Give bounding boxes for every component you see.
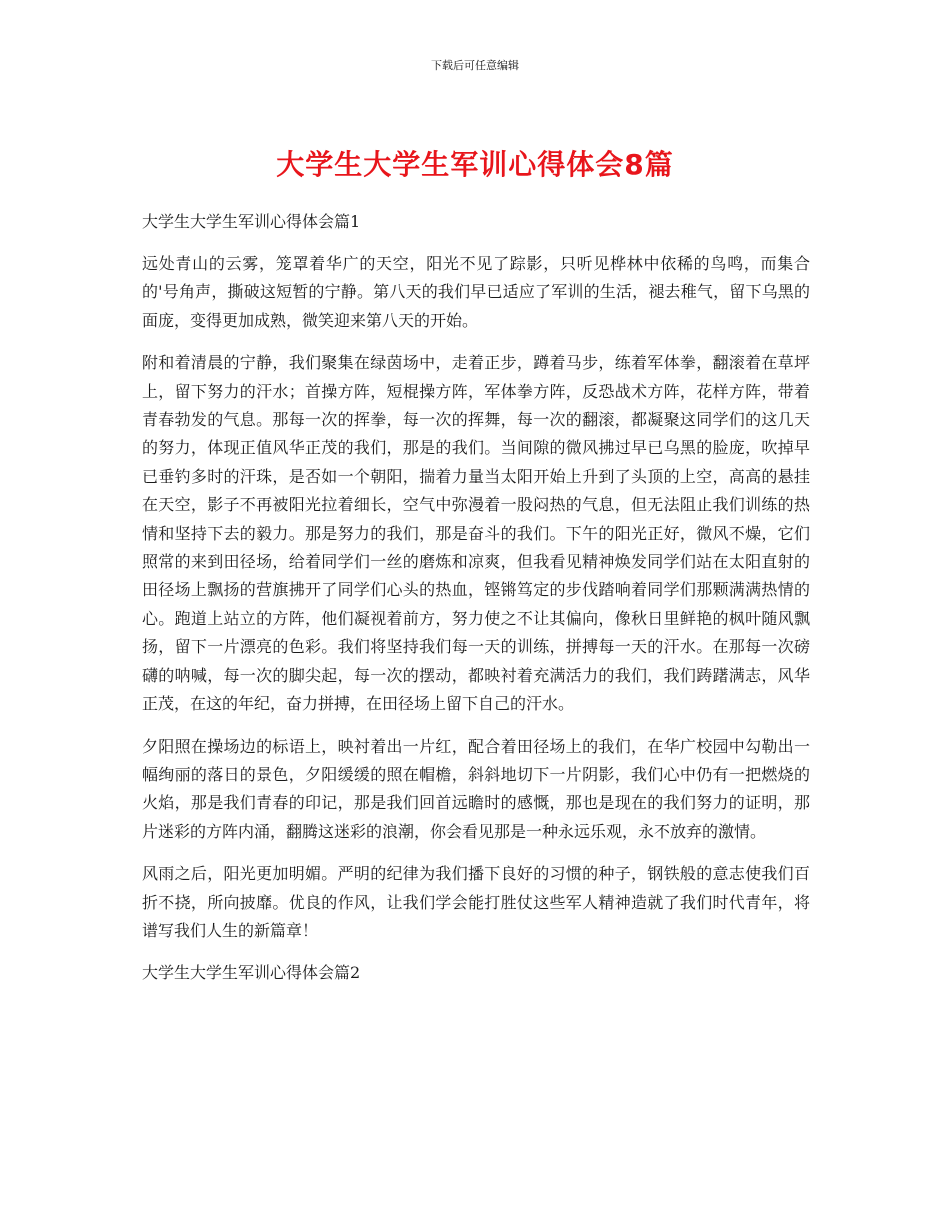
paragraph-4: 风雨之后，阳光更加明媚。严明的纪律为我们播下良好的习惯的种子，钢铁般的意志使我们百折不挠，所向披靡。优良的作风，让我们学会能打胜仗这些军人精神造就了我们时代青年，将谱写我们人生的新篇章！ (142, 864, 810, 940)
section-heading-2: 大学生大学生军训心得体会篇2 (142, 963, 361, 983)
section-heading-1: 大学生大学生军训心得体会篇1 (142, 212, 361, 231)
header-note: 下载后可任意编辑 (431, 59, 519, 72)
document-body (142, 208, 810, 1001)
document-title: 大学生大学生军训心得体会8篇 (276, 148, 674, 181)
paragraph-1: 远处青山的云雾，笼罩着华广的天空，阳光不见了踪影，只听见桦林中依稀的鸟鸣，而集合的'号角声，撕破这短暂的宁静。第八天的我们早已适应了军训的生活，褪去稚气，留下乌黑的面庞，变得更加成熟，微笑迎来第八天的开始。 (142, 254, 810, 330)
paragraph-3: 夕阳照在操场边的标语上，映衬着出一片红，配合着田径场上的我们，在华广校园中勾勒出一幅绚丽的落日的景色，夕阳缓缓的照在帽檐，斜斜地切下一片阴影，我们心中仍有一把燃烧的火焰，那是我们青春的印记，那是我们回首远瞻时的感慨，那也是现在的我们努力的证明，那片迷彩的方阵内涌，翻腾这迷彩的浪潮，你会看见那是一种永远乐观，永不放弃的激情。 (142, 736, 810, 841)
paragraph-2: 附和着清晨的宁静，我们聚集在绿茵场中，走着正步，蹲着马步，练着军体拳，翻滚着在草坪上，留下努力的汗水；首操方阵，短棍操方阵，军体拳方阵，反恐战术方阵，花样方阵，带着青春勃发的气息。那每一次的挥拳，每一次的挥舞，每一次的翻滚，都凝聚这同学们的这几天的努力，体现正值风华正茂的我们，那是的我们。当间隙的微风拂过早已乌黑的脸庞，吹掉早已垂钓多时的汗珠，是否如一个朝阳，揣着力量当太阳开始上升到了头顶的上空，高高的悬挂在天空，影子不再被阳光拉着细长，空气中弥漫着一股闷热的气息，但无法阻止我们训练的热情和坚持下去的毅力。那是努力的我们，那是奋斗的我们。下午的阳光正好，微风不燥，它们照常的来到田径场，给着同学们一丝的磨炼和凉爽，但我看见精神焕发同学们站在太阳直射的田径场上飘扬的营旗拂开了同学们心头的热血，铿锵笃定的步伐踏响着同学们那颗满满热情的心。跑道上站立的方阵，他们凝视着前方，努力使之不让其偏向，像秋日里鲜艳的枫叶随风飘扬，留下一片漂亮的色彩。我们将坚持我们每一天的训练，拼搏每一天的汗水。在那每一次磅礴的呐喊，每一次的脚尖起，每一次的摆动，都映衬着充满活力的我们，我们踌躇满志，风华正茂，在这的年纪，奋力拼搏，在田径场上留下自己的汗水。 (142, 353, 810, 714)
